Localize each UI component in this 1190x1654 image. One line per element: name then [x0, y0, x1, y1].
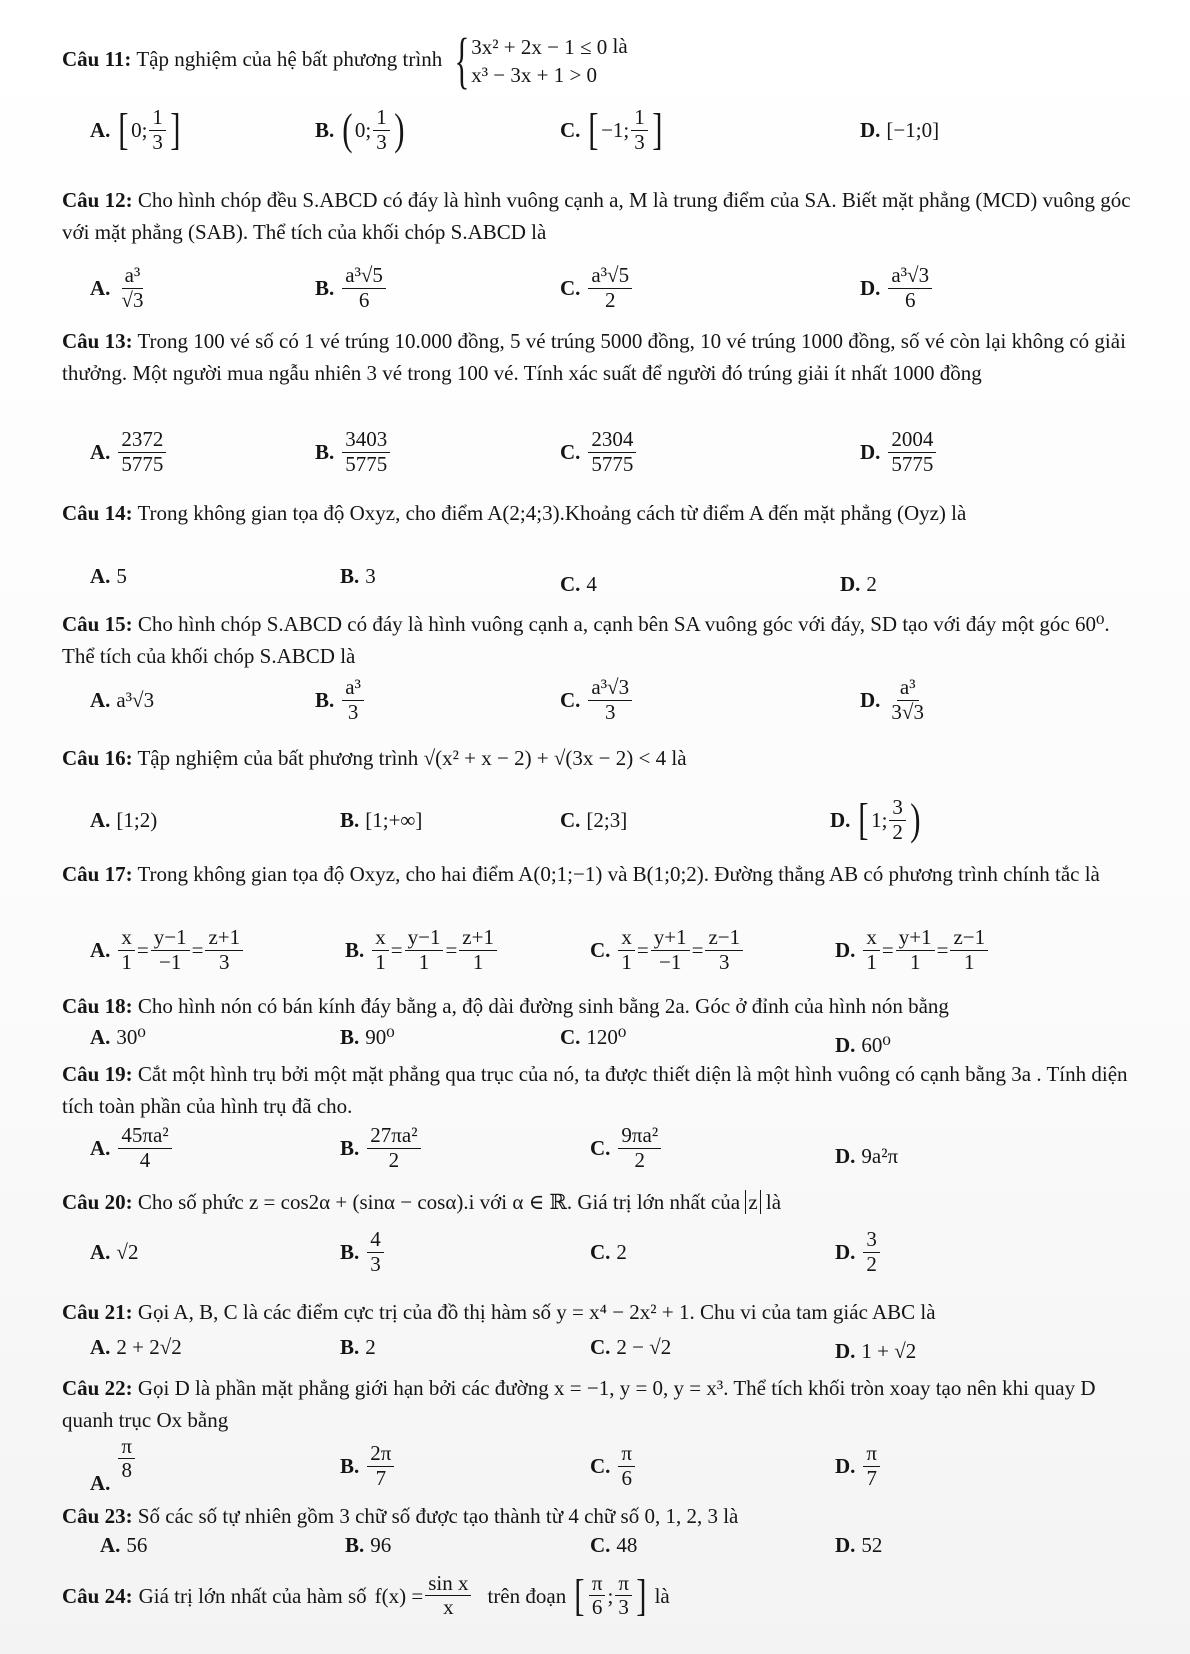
- options-21: [90, 1330, 1140, 1364]
- question-16: [62, 742, 1137, 774]
- question-text: Cho hình chóp đều S.ABCD có đáy là hình vuông cạnh a, M là trung điểm của SA. Biết mặt phẳng (MCD) vuông góc với mặt phẳng (SAB). Thể tích của khối chóp S.ABCD là: [62, 188, 1131, 244]
- question-text: Trong không gian tọa độ Oxyz, cho hai điểm A(0;1;−1) và B(1;0;2). Đường thẳng AB có phương trình chính tắc là: [137, 862, 1100, 886]
- option-c[interactable]: C. [ −1; $\frac{1}{3}$ ]: [560, 105, 663, 154]
- fraction: $\frac{x}{1}$: [372, 926, 389, 973]
- inequality-system: { 3x² + 2x − 1 ≤ 0 x³ − 3x + 1 > 0: [454, 27, 608, 95]
- fraction: $\frac{y-1}{1}$: [405, 926, 444, 973]
- question-12: [62, 184, 1137, 248]
- option-a[interactable]: A. $\frac{\text{45πa²}}{4}$: [90, 1118, 174, 1178]
- option-b[interactable]: B. $\frac{\text{27πa²}}{2}$: [340, 1118, 423, 1178]
- question-label: Câu 24:: [62, 1583, 133, 1608]
- option-c[interactable]: C. 120⁰: [560, 1024, 627, 1049]
- option-a[interactable]: A. 2 + 2√2: [90, 1334, 182, 1359]
- option-c[interactable]: C. 4: [560, 571, 597, 596]
- question-text: Tập nghiệm của hệ bất phương trình: [136, 46, 443, 71]
- option-d[interactable]: D. $\frac{x}{1}$ = $\frac{y+1}{1}$ = $\frac{z-1}{1}$: [835, 920, 990, 980]
- question-text-2: trên đoạn: [487, 1583, 567, 1608]
- options-15: [90, 670, 1140, 730]
- fraction: $\frac{\text{a³}}{3√3}$: [891, 675, 924, 724]
- option-a[interactable]: A. 56: [100, 1532, 148, 1557]
- question-label: Câu 12:: [62, 188, 133, 212]
- option-b[interactable]: B. ( 0; $\frac{1}{3}$ ): [315, 105, 405, 154]
- option-d[interactable]: D. [ 1; $\frac{3}{2}$ ): [830, 795, 921, 844]
- option-d[interactable]: D. $\frac{\text{a³√3}}{6}$: [860, 258, 934, 318]
- fraction: $\frac{3}{2}$: [863, 1228, 880, 1275]
- option-d[interactable]: D. 52: [835, 1532, 883, 1557]
- question-11: [62, 27, 1137, 95]
- fraction: $\frac{x}{1}$: [618, 926, 635, 973]
- option-b[interactable]: B. 3: [340, 563, 376, 588]
- question-17: [62, 858, 1137, 890]
- question-label: Câu 22:: [62, 1376, 133, 1400]
- options-22: [90, 1433, 1140, 1496]
- question-15: [62, 608, 1137, 672]
- function-fraction: $\frac{\text{sin x}}{x}$: [425, 1572, 471, 1619]
- fraction: $\frac{3}{2}$: [889, 796, 906, 843]
- question-suffix: là: [612, 34, 628, 58]
- question-18: [62, 990, 1137, 1022]
- options-23: [90, 1528, 1140, 1562]
- interval-start: $\frac{\pi}{6}$: [589, 1572, 606, 1619]
- fraction: $\frac{3403}{5775}$: [342, 428, 390, 475]
- question-text: Số các số tự nhiên gồm 3 chữ số được tạo thành từ 4 chữ số 0, 1, 2, 3 là: [137, 1504, 739, 1528]
- fraction: $\frac{x}{1}$: [863, 926, 880, 973]
- option-c[interactable]: C. 2: [590, 1239, 627, 1264]
- complex-formula: z = cos2α + (sinα − cosα).i: [248, 1190, 475, 1214]
- options-20: [90, 1222, 1140, 1282]
- question-20: [62, 1186, 1137, 1218]
- fraction: $\frac{2372}{5775}$: [118, 428, 166, 475]
- option-b[interactable]: B. $\frac{x}{1}$ = $\frac{y-1}{1}$ = $\frac{z+1}{1}$: [345, 920, 499, 980]
- fraction: $\frac{\text{a³√5}}{2}$: [588, 264, 632, 311]
- option-a[interactable]: A. a³√3: [90, 687, 155, 712]
- fraction: $\frac{y+1}{1}$: [896, 926, 935, 973]
- options-17: [90, 920, 1140, 980]
- question-label: Câu 21:: [62, 1300, 133, 1324]
- question-label: Câu 13:: [62, 329, 133, 353]
- option-c[interactable]: C. [2;3]: [560, 807, 628, 832]
- options-11: [90, 100, 1140, 160]
- question-text: Trong không gian tọa độ Oxyz, cho điểm A(2;4;3).Khoảng cách từ điểm A đến mặt phẳng (Oyz) là: [137, 501, 967, 525]
- question-text: Trong 100 vé số có 1 vé trúng 10.000 đồng, 5 vé trúng 5000 đồng, 10 vé trúng 1000 đồng, số vé còn lại không có giải thưởng. Một người mua ngẫu nhiên 3 vé trong 100 vé. Tính xác suất để người đó trúng giải ít nhất 1000 đồng: [62, 329, 1126, 385]
- options-16: [90, 790, 1140, 850]
- system-line-2: x³ − 3x + 1 > 0: [471, 63, 598, 87]
- option-b[interactable]: B. 90⁰: [340, 1024, 395, 1049]
- option-b[interactable]: B. [1;+∞]: [340, 807, 423, 832]
- options-18: [90, 1020, 1140, 1057]
- question-label: Câu 14:: [62, 501, 133, 525]
- options-14: [90, 558, 1140, 594]
- option-a[interactable]: A. [1;2): [90, 807, 158, 832]
- question-21: [62, 1296, 1137, 1328]
- inequality-formula: √(x² + x − 2) + √(3x − 2) < 4: [423, 746, 667, 770]
- options-13: [90, 422, 1140, 482]
- fraction: $\frac{z-1}{3}$: [705, 926, 743, 973]
- question-text: Cho hình nón có bán kính đáy bằng a, độ dài đường sinh bằng 2a. Góc ở đỉnh của hình nón bằng: [137, 994, 949, 1018]
- option-d[interactable]: D. $\frac{3}{2}$: [835, 1222, 882, 1282]
- fraction: $\frac{\text{45πa²}}{4}$: [118, 1124, 171, 1171]
- option-a[interactable]: A. $\frac{x}{1}$ = $\frac{y-1}{-1}$ = $\frac{z+1}{3}$: [90, 920, 245, 980]
- function-formula: y = x⁴ − 2x² + 1: [556, 1300, 690, 1324]
- interval-end: $\frac{\pi}{3}$: [615, 1572, 632, 1619]
- question-text: Tập nghiệm của bất phương trình: [137, 746, 419, 770]
- option-b[interactable]: B. 96: [345, 1532, 392, 1557]
- option-a[interactable]: A. 30⁰: [90, 1024, 146, 1049]
- fraction: $\frac{\text{9πa²}}{2}$: [618, 1124, 661, 1171]
- option-b[interactable]: B. $\frac{\text{a³√5}}{6}$: [315, 258, 388, 318]
- option-c[interactable]: C. $\frac{\text{a³√3}}{3}$: [560, 670, 634, 730]
- option-d[interactable]: D. $\frac{\text{a³}}{3√3}$: [860, 670, 929, 730]
- question-text: Cắt một hình trụ bởi một mặt phẳng qua trục của nó, ta được thiết diện là một hình vuông có cạnh bằng 3a . Tính diện tích toàn phần của hình trụ đã cho.: [62, 1062, 1128, 1118]
- question-label: Câu 15:: [62, 612, 133, 636]
- question-text: Cho số phức: [137, 1190, 244, 1214]
- option-d[interactable]: D. 9a²π: [835, 1143, 899, 1168]
- question-label: Câu 16:: [62, 746, 133, 770]
- fraction: $\frac{\pi}{8}$: [118, 1435, 135, 1482]
- modulus: z: [745, 1190, 760, 1214]
- system-line-1: 3x² + 2x − 1 ≤ 0: [471, 35, 608, 59]
- question-label: Câu 17:: [62, 862, 133, 886]
- fraction: $\frac{\text{a³√3}}{6}$: [888, 264, 932, 311]
- fraction: $\frac{4}{3}$: [367, 1228, 384, 1275]
- option-c[interactable]: C. 2 − √2: [590, 1334, 672, 1359]
- question-label: Câu 23:: [62, 1504, 133, 1528]
- question-text: Cho hình chóp S.ABCD có đáy là hình vuông cạnh a, cạnh bên SA vuông góc với đáy, SD tạo với đáy một góc 60⁰. Thể tích của khối chóp S.ABCD là: [62, 612, 1110, 668]
- question-text-2: với α ∈ ℝ. Giá trị lớn nhất của: [479, 1190, 741, 1214]
- options-12: [90, 258, 1140, 318]
- question-14: [62, 497, 1137, 529]
- fraction: $\frac{2004}{5775}$: [888, 428, 936, 475]
- fraction: $\frac{z-1}{1}$: [950, 926, 988, 973]
- option-d[interactable]: D. 2: [840, 571, 877, 596]
- fraction: $\frac{z+1}{1}$: [459, 926, 497, 973]
- option-c[interactable]: C. $\frac{\text{9πa²}}{2}$: [590, 1118, 663, 1178]
- fraction: $\frac{\text{a³}}{3}$: [342, 676, 364, 723]
- option-d[interactable]: D. $\frac{\pi}{7}$: [835, 1436, 882, 1496]
- question-text: Giá trị lớn nhất của hàm số: [138, 1583, 367, 1608]
- option-d[interactable]: D. [−1;0]: [860, 117, 940, 142]
- option-c[interactable]: C. $\frac{x}{1}$ = $\frac{y+1}{-1}$ = $\frac{z-1}{3}$: [590, 920, 745, 980]
- question-suffix: là: [671, 746, 687, 770]
- fraction: $\frac{2\pi}{7}$: [367, 1442, 394, 1489]
- interval-close: ]: [636, 1570, 647, 1620]
- question-24: Câu 24: Giá trị lớn nhất của hàm số f(x) = $\frac{\text{sin x}}{x}$ trên đoạn [ $\frac{\pi}{6}$ ; $\frac{\pi}{3}$ ] là: [62, 1570, 670, 1620]
- option-b[interactable]: B. $\frac{\text{a³}}{3}$: [315, 670, 366, 730]
- question-label: Câu 11:: [62, 46, 132, 71]
- option-a[interactable]: A. $\frac{\text{a³}}{√3}$: [90, 258, 148, 318]
- option-b[interactable]: B. 2: [340, 1334, 376, 1359]
- question-suffix: là: [765, 1190, 782, 1214]
- fraction: $\frac{1}{3}$: [373, 106, 390, 153]
- option-d[interactable]: D. 1 + √2: [835, 1338, 917, 1363]
- question-text: Gọi D là phần mặt phẳng giới hạn bởi các đường x = −1, y = 0, y = x³. Thể tích khối tròn xoay tạo nên khi quay D quanh trục Ox bằng: [62, 1376, 1096, 1432]
- option-a[interactable]: A. 5: [90, 563, 127, 588]
- fraction: $\frac{y+1}{-1}$: [651, 926, 690, 973]
- option-c[interactable]: C. $\frac{\text{a³√5}}{2}$: [560, 258, 634, 318]
- question-label: Câu 18:: [62, 994, 133, 1018]
- fraction: $\frac{2304}{5775}$: [588, 428, 636, 475]
- fraction: $\frac{\text{27πa²}}{2}$: [367, 1124, 420, 1171]
- function-prefix: f(x) =: [374, 1583, 424, 1608]
- fraction: $\frac{x}{1}$: [118, 926, 135, 973]
- fraction: $\frac{1}{3}$: [631, 106, 648, 153]
- question-suffix: . Chu vi của tam giác ABC là: [689, 1300, 936, 1324]
- question-13: [62, 325, 1137, 389]
- interval-open: [: [574, 1570, 585, 1620]
- fraction: $\frac{\pi}{6}$: [618, 1442, 635, 1489]
- option-c[interactable]: C. $\frac{2304}{5775}$: [560, 422, 638, 482]
- question-text: Gọi A, B, C là các điểm cực trị của đồ thị hàm số: [137, 1300, 552, 1324]
- option-a[interactable]: A. $\frac{\pi}{8}$: [90, 1436, 137, 1496]
- option-a[interactable]: A. √2: [90, 1239, 139, 1264]
- fraction: $\frac{z+1}{3}$: [205, 926, 243, 973]
- fraction: $\frac{1}{3}$: [149, 106, 166, 153]
- fraction: $\frac{\text{a³}}{√3}$: [121, 263, 144, 312]
- option-d[interactable]: D. 60⁰: [835, 1032, 891, 1057]
- option-c[interactable]: C. 48: [590, 1532, 638, 1557]
- fraction: $\frac{\pi}{7}$: [863, 1442, 880, 1489]
- option-c[interactable]: C. $\frac{\pi}{6}$: [590, 1436, 637, 1496]
- question-19: [62, 1058, 1137, 1122]
- question-label: Câu 20:: [62, 1190, 133, 1214]
- option-b[interactable]: B. $\frac{2\pi}{7}$: [340, 1436, 396, 1496]
- question-suffix: là: [654, 1583, 670, 1608]
- fraction: $\frac{y-1}{-1}$: [151, 926, 190, 973]
- option-d[interactable]: D. $\frac{2004}{5775}$: [860, 422, 938, 482]
- option-b[interactable]: B. $\frac{4}{3}$: [340, 1222, 386, 1282]
- option-b[interactable]: B. $\frac{3403}{5775}$: [315, 422, 392, 482]
- option-a[interactable]: A. [ 0; $\frac{1}{3}$ ]: [90, 105, 181, 154]
- fraction: $\frac{\text{a³√5}}{6}$: [342, 264, 386, 311]
- options-19: [90, 1118, 1140, 1178]
- fraction: $\frac{\text{a³√3}}{3}$: [588, 676, 632, 723]
- question-label: Câu 19:: [62, 1062, 133, 1086]
- option-a[interactable]: A. $\frac{2372}{5775}$: [90, 422, 168, 482]
- question-22: [62, 1372, 1137, 1436]
